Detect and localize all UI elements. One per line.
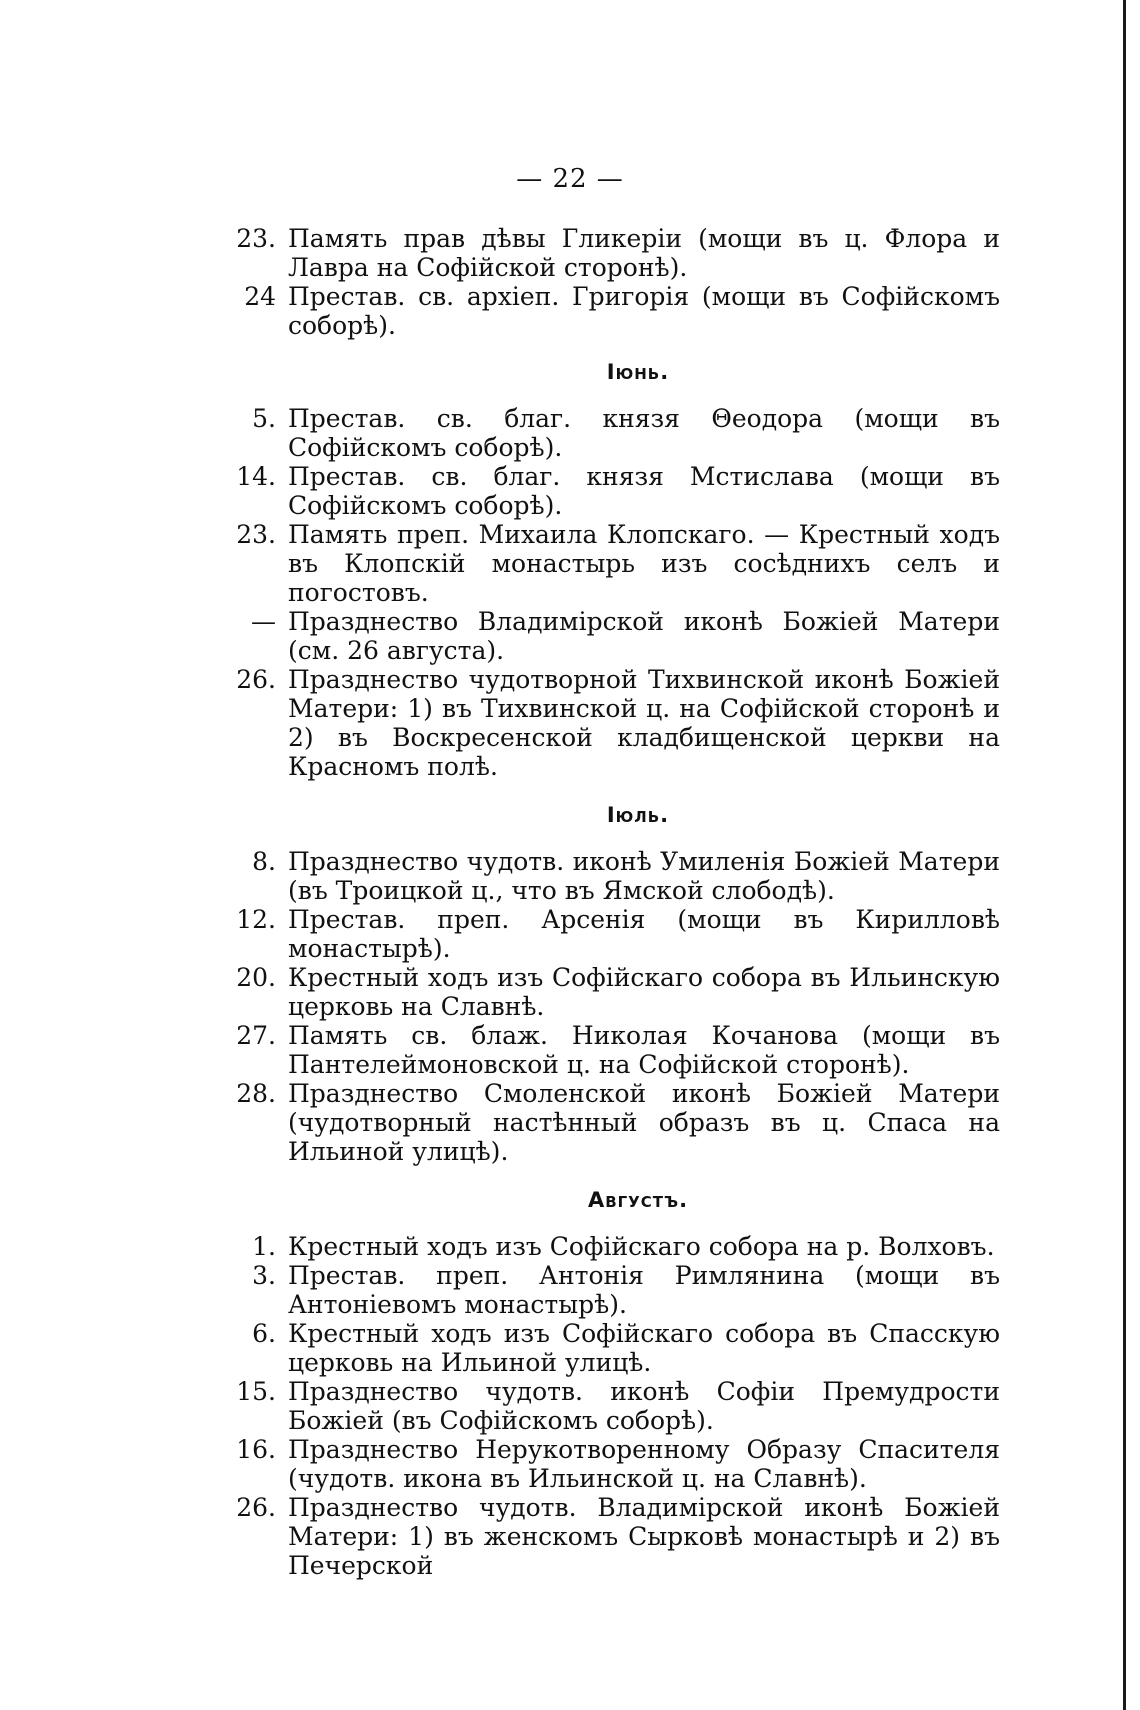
- entry-date: 6.: [252, 1319, 276, 1348]
- list-item: [210, 520, 1000, 607]
- list-item: [210, 1021, 1000, 1079]
- entry-date: 14.: [236, 462, 276, 491]
- entry-date: 20.: [236, 963, 276, 992]
- entry-date: 8.: [252, 847, 276, 876]
- entry-text: Празднество чудотв. Владимірской иконѣ Божіей Матери: 1) въ женскомъ Сырковѣ монастырѣ и 2) въ Печерской: [288, 1493, 1000, 1580]
- list-item: [210, 404, 1000, 462]
- entry-date: 27.: [236, 1021, 276, 1050]
- month-heading-august: Августъ.: [587, 1188, 689, 1212]
- list-item: [210, 607, 1000, 665]
- entry-date: 26.: [236, 1493, 276, 1522]
- entry-text: Крестный ходъ изъ Софійскаго собора въ Ильинскую церковь на Славнѣ.: [288, 963, 1000, 1021]
- list-item: [210, 1319, 1000, 1377]
- entry-date: 16.: [236, 1435, 276, 1464]
- entry-date: 28.: [236, 1079, 276, 1108]
- entry-date: 5.: [252, 404, 276, 433]
- list-item: [210, 1435, 1000, 1493]
- entry-text: Празднество Смоленской иконѣ Божіей Матери (чудотворный настѣнный образъ въ ц. Спаса на Ильиной улицѣ).: [288, 1079, 1000, 1166]
- entry-text: Празднество чудотворной Тихвинской иконѣ Божіей Матери: 1) въ Тихвинской ц. на Софійской сторонѣ и 2) въ Воскресенской кладбищенской церкви на Красномъ полѣ.: [288, 665, 1000, 781]
- entry-date: 3.: [252, 1261, 276, 1290]
- entry-date: 26.: [236, 665, 276, 694]
- entry-text: Крестный ходъ изъ Софійскаго собора въ Спасскую церковь на Ильиной улицѣ.: [288, 1319, 1000, 1377]
- entry-date: —: [251, 607, 276, 636]
- page-number: — 22 —: [516, 164, 624, 194]
- list-item: [210, 462, 1000, 520]
- list-item: [210, 1493, 1000, 1580]
- list-item: [210, 847, 1000, 905]
- entry-text: Память св. блаж. Николая Кочанова (мощи въ Пантелеймоновской ц. на Софійской сторонѣ).: [288, 1021, 1000, 1079]
- list-item: [210, 963, 1000, 1021]
- list-item: [210, 224, 1000, 282]
- entry-text: Престав. св. благ. князя Θеодора (мощи въ Софійскомъ соборѣ).: [288, 404, 1000, 462]
- entry-date: 1.: [252, 1232, 276, 1261]
- entry-date: 12.: [236, 905, 276, 934]
- entry-text: Празднество чудотв. иконѣ Софіи Премудрости Божіей (въ Софійскомъ соборѣ).: [288, 1377, 1000, 1435]
- calendar-content: [210, 224, 1000, 1580]
- entry-text: Память преп. Михаила Клопскаго. — Крестный ходъ въ Клопскій монастырь изъ сосѣднихъ селъ и погостовъ.: [288, 520, 1000, 607]
- list-item: [210, 1261, 1000, 1319]
- entry-text: Память прав дѣвы Гликеріи (мощи въ ц. Флора и Лавра на Софійской сторонѣ).: [288, 224, 1000, 282]
- entry-text: Крестный ходъ изъ Софійскаго собора на р. Волховъ.: [288, 1232, 995, 1261]
- entry-text: Престав. св. благ. князя Мстислава (мощи въ Софійскомъ соборѣ).: [288, 462, 1000, 520]
- list-item: [210, 1232, 1000, 1261]
- entry-text: Престав. преп. Антонія Римлянина (мощи въ Антоніевомъ монастырѣ).: [288, 1261, 1000, 1319]
- entry-date: 15.: [236, 1377, 276, 1406]
- entry-text: Празднество Нерукотворенному Образу Спасителя (чудотв. икона въ Ильинской ц. на Славнѣ).: [288, 1435, 1000, 1493]
- entry-date: 24: [244, 282, 276, 311]
- month-heading-july: Іюль.: [606, 803, 670, 827]
- list-item: [210, 282, 1000, 340]
- list-item: [210, 665, 1000, 781]
- month-heading-june: Іюнь.: [606, 360, 670, 384]
- entry-text: Престав. св. архіеп. Григорія (мощи въ Софійскомъ соборѣ).: [288, 282, 1000, 340]
- list-item: [210, 905, 1000, 963]
- page-edge-line: [1123, 0, 1126, 1710]
- entry-text: Празднество Владимірской иконѣ Божіей Матери (см. 26 августа).: [288, 607, 1000, 665]
- list-item: [210, 1079, 1000, 1166]
- entry-date: 23.: [236, 520, 276, 549]
- list-item: [210, 1377, 1000, 1435]
- entry-date: 23.: [236, 224, 276, 253]
- entry-text: Престав. преп. Арсенія (мощи въ Кирилловѣ монастырѣ).: [288, 905, 1000, 963]
- entry-text: Празднество чудотв. иконѣ Умиленія Божіей Матери (въ Троицкой ц., что въ Ямской слободѣ).: [288, 847, 1000, 905]
